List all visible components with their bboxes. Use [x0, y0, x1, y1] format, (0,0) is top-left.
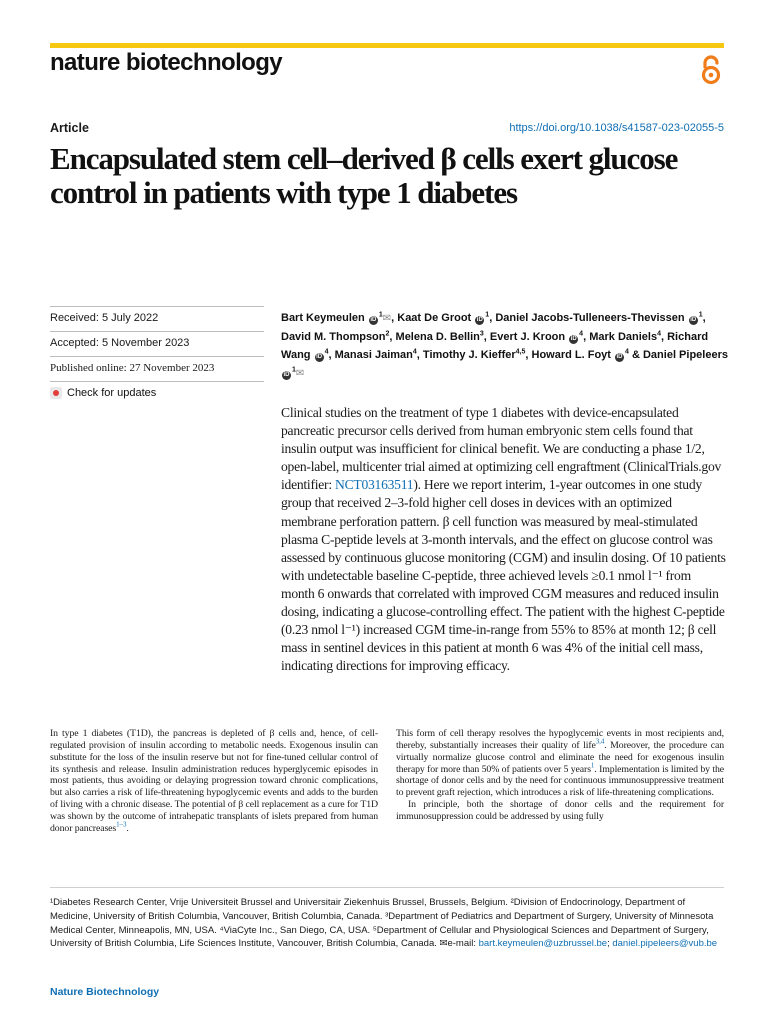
orcid-icon[interactable]: iD — [283, 372, 290, 378]
orcid-icon[interactable]: iD — [370, 317, 377, 323]
abstract-text: Clinical studies on the treatment of type 1 diabetes with device-encapsulated pancreatic precursor cells derived from human embryonic stem cells found that insulin output was insufficient for clinical benefit. We are conducting a phase 1/2, open-label, multicenter trial aimed at optimizing cell engraftment (ClinicalTrials.gov identifier: — [281, 405, 722, 493]
affiliation-marker: 4 — [324, 348, 329, 356]
email-link[interactable]: daniel.pipeleers@vub.be — [612, 938, 718, 950]
check-for-updates-button[interactable] — [50, 387, 156, 399]
author-name[interactable]: Melena D. Bellin$^3$ — [395, 330, 484, 343]
affiliation-marker: 1 — [698, 311, 703, 319]
author-name[interactable]: Kaat De Groot $iD^1$ — [397, 311, 490, 324]
article-type-label: Article — [50, 121, 89, 135]
author-name[interactable]: Bart Keymeulen $iD^1✉$ — [281, 311, 392, 324]
journal-accent-bar — [50, 43, 724, 48]
body-paragraph: In principle, both the shortage of donor cells and the requirement for immunosuppression could be addressed by using fully — [396, 799, 724, 822]
orcid-icon[interactable]: iD — [476, 317, 483, 323]
abstract-text: ). Here we report interim, 1-year outcomes in one study group that received 2–3-fold higher cell doses in devices with an optimized membrane perforation pattern. β cell function was measured by meal-stimulated plasma C-peptide levels at 3-month intervals, and the effect on glucose control was assessed by continuous glucose monitoring (CGM) and insulin dosing. Of 10 patients with undetectable baseline C-peptide, three achieved levels ≥0.1 nmol l⁻¹ from month 6 onwards that correlated with improved CGM measures and reduced insulin dosing, indicating a glucose-controlling effect. The patient with the highest C-peptide (0.23 nmol l⁻¹) increased CGM time-in-range from 55% to 85% at month 12; β cell mass in sentinel devices in this patient at month 6 was 4% of the initial cell mass, indicating directions for improving efficacy. — [281, 477, 726, 674]
journal-name[interactable]: nature biotechnology — [50, 49, 283, 76]
affiliation-marker: 2 — [385, 330, 390, 338]
author-name[interactable]: Mark Daniels$^4$ — [589, 330, 661, 343]
author-name[interactable]: Richard Wang $iD^4$ — [281, 331, 709, 361]
affiliation-marker: 3 — [479, 330, 484, 338]
author-name[interactable]: Daniel Jacobs-Tulleneers-Thevissen $iD^1$ — [495, 311, 703, 324]
published-date: Published online: 27 November 2023 — [50, 362, 215, 374]
body-paragraph: . Implementation is limited by the shortage of donor cells and by the need for continuous immunosuppressive treatment to prevent graft rejection, which introduces a risk of life-threatening complications. — [396, 763, 724, 799]
author-name[interactable]: Manasi Jaiman$^4$ — [334, 348, 417, 361]
trial-id-link[interactable]: NCT03163511 — [335, 477, 414, 493]
body-paragraph: This form of cell therapy resolves the hypoglycemic events in most recipients and, thereby, substantially increases their quality of life — [396, 728, 724, 751]
citation-link[interactable]: 1 — [590, 761, 595, 770]
accepted-date: Accepted: 5 November 2023 — [50, 337, 190, 349]
divider — [50, 306, 264, 307]
footnote-divider — [50, 887, 724, 888]
email-icon[interactable]: ✉ — [295, 368, 305, 379]
divider — [50, 381, 264, 382]
separator: ; — [607, 938, 610, 950]
orcid-icon[interactable]: iD — [616, 354, 623, 360]
affiliation-marker: 1 — [485, 311, 490, 319]
divider — [50, 331, 264, 332]
affiliation-marker: 4,5 — [515, 348, 526, 356]
author-name[interactable]: Daniel Pipeleers $iD^1✉$ — [283, 349, 728, 379]
author-name[interactable]: David M. Thompson$^2$ — [281, 330, 390, 343]
affiliation-marker: 4 — [657, 330, 661, 338]
author-name[interactable]: Evert J. Kroon $iD^4$ — [489, 330, 584, 343]
doi-link[interactable]: https://doi.org/10.1038/s41587-023-02055-5 — [509, 122, 724, 134]
received-date: Received: 5 July 2022 — [50, 312, 159, 324]
affiliations-text: ¹Diabetes Research Center, Vrije Universiteit Brussel and Universitair Ziekenhuis Brussel, Brussels, Belgium. ²Division of Endocrinology, Department of Medicine, University of British Columbia, Vancouver, British Columbia, Canada. ³Department of Pediatrics and Department of Surgery, University of Minnesota Medical Center, Minneapolis, MN, USA. ⁴ViaCyte Inc., San Diego, CA, USA. ⁵Department of Cellular and Physiological Sciences and Department of Surgery, University of British Columbia, Life Sciences Institute, Vancouver, British Columbia, Canada. ✉e-mail: — [50, 897, 714, 950]
citation-link[interactable]: 3,4 — [595, 737, 605, 746]
footer-journal-name[interactable]: Nature Biotechnology — [50, 986, 160, 998]
body-paragraph: In type 1 diabetes (T1D), the pancreas is depleted of β cells and, hence, of cell-regulated provision of insulin according to metabolic needs. Exogenous insulin can substitute for the loss of the insulin reserve but not for fine-tuned cellular control of its synthesis and release. Insulin administration reduces hyperglycemic episodes in most patients, thus avoiding or delaying progression toward chronic complications, but also carries a risk of life-threatening hypoglycemic events and adds to the burden of living with a chronic disease. The potential of β cell replacement as a cure for T1D was shown by the outcome of intrahepatic transplants of islets prepared from human donor pancreases — [50, 728, 378, 834]
abstract — [281, 404, 727, 675]
article-title: Encapsulated stem cell–derived β cells exert glucose control in patients with type 1 diabetes — [50, 141, 678, 210]
citation-link[interactable]: 1–3 — [116, 820, 127, 829]
open-access-icon[interactable] — [698, 54, 724, 86]
orcid-icon[interactable]: iD — [690, 317, 697, 323]
orcid-icon[interactable]: iD — [570, 336, 577, 342]
body-column-right — [396, 728, 724, 823]
email-link[interactable]: bart.keymeulen@uzbrussel.be — [478, 938, 608, 950]
affiliations — [50, 896, 724, 951]
crossmark-icon — [50, 387, 62, 399]
affiliation-marker: 1 — [378, 311, 383, 319]
author-name[interactable]: Timothy J. Kieffer$^{4,5}$ — [422, 348, 526, 361]
check-for-updates-label: Check for updates — [67, 387, 157, 399]
body-paragraph: . Moreover, the procedure can virtually normalize glucose control and eliminate the need for exogenous insulin therapy for more than 50% of patients over 5 years — [396, 739, 724, 775]
orcid-icon[interactable]: iD — [316, 354, 323, 360]
body-column-left: In type 1 diabetes (T1D), the pancreas is depleted of β cells and, hence, of cell-regulated provision of insulin according to metabolic needs. Exogenous insulin can substitute for the loss of the insulin reserve but not for fine-tuned cellular control of its synthesis and release. Insulin administration reduces hyperglycemic episodes in most patients, thus avoiding or delaying progression toward chronic complications, but also carries a risk of life-threatening hypoglycemic events and adds to the burden of living with a chronic disease. The potential of β cell replacement as a cure for T1D was shown by the outcome of intrahepatic transplants of islets prepared from human donor pancreases$^{1-3}$. — [50, 728, 378, 834]
affiliation-marker: 4 — [579, 330, 584, 338]
author-name[interactable]: Howard L. Foyt $iD^4$ — [531, 348, 629, 361]
affiliation-marker: 4 — [625, 348, 629, 356]
author-list: Bart Keymeulen $iD^1✉$, Kaat De Groot $iD^1$, Daniel Jacobs-Tulleneers-Thevissen $iD^1$, David M. Thompson$^2$, Melena D. Bellin$^3$, Evert J. Kroon $iD^4$, Mark Daniels$^4$, Richard Wang $iD^4$, Manasi Jaiman$^4$, Timothy J. Kieffer$^{4,5}$, Howard L. Foyt $iD^4$ & Daniel Pipeleers $iD^1✉$ — [281, 311, 728, 379]
affiliation-marker: 1 — [292, 366, 296, 374]
email-icon[interactable]: ✉ — [382, 313, 392, 324]
affiliation-marker: 4 — [412, 348, 417, 356]
divider — [50, 356, 264, 357]
